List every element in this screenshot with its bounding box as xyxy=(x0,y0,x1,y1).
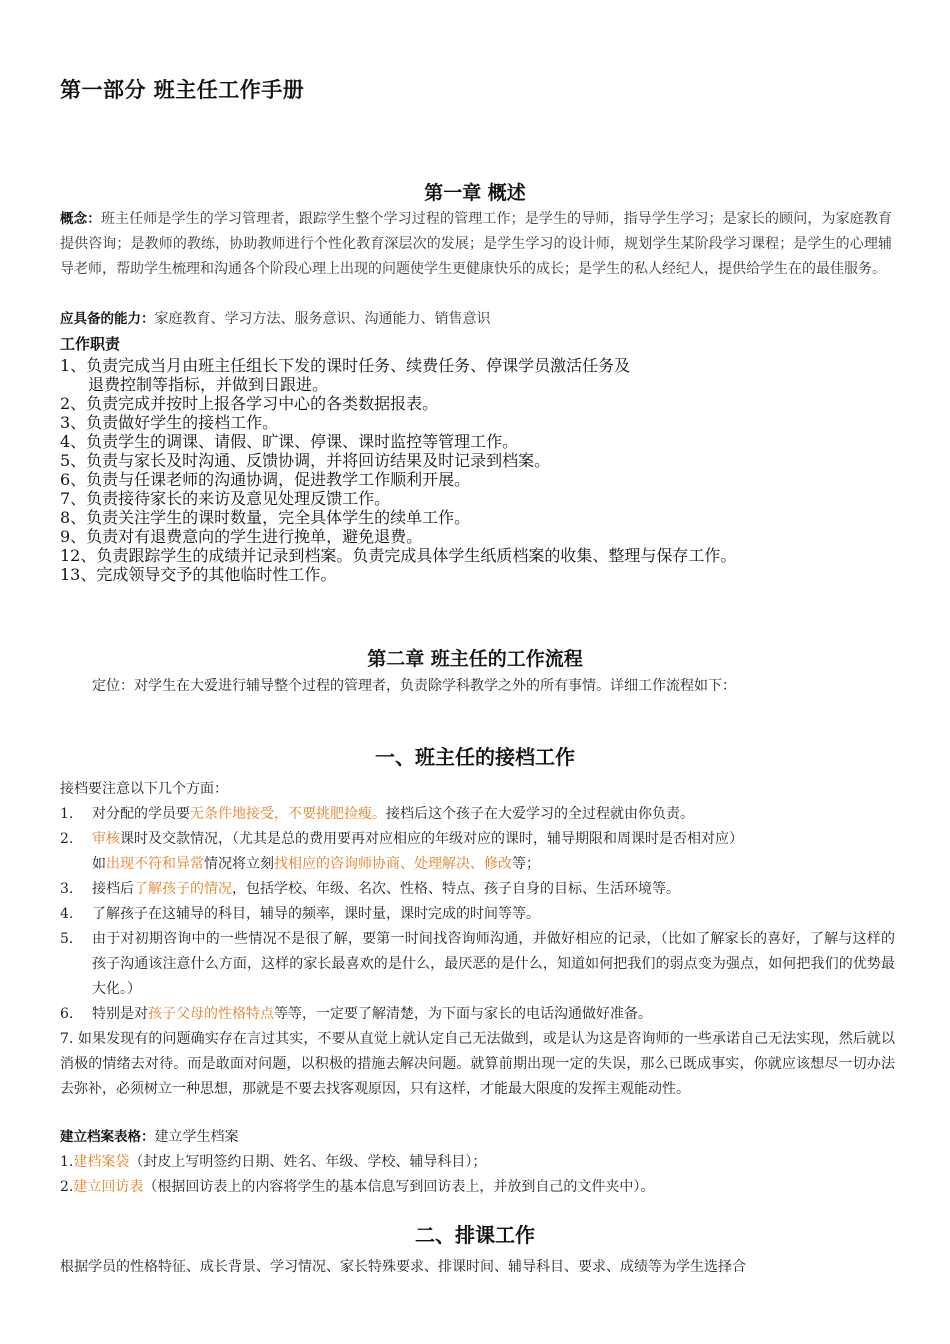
duty-item: 2、负责完成并按时上报各学习中心的各类数据报表。 xyxy=(60,394,439,413)
file-highlight: 建档案袋 xyxy=(73,1154,130,1170)
step-number: 2. xyxy=(60,831,74,847)
part-title: 第一部分 班主任工作手册 xyxy=(60,78,305,102)
duty-title: 工作职责 xyxy=(60,335,121,353)
step-item xyxy=(60,1002,895,1027)
file-number: 1. xyxy=(60,1154,74,1170)
step-highlight: 找相应的咨询师协商、处理解决、修改 xyxy=(274,856,512,872)
step-lead: 接档要注意以下几个方面： xyxy=(60,781,228,797)
step-item xyxy=(60,802,895,827)
step-number: 5. xyxy=(60,931,74,947)
duty-item: 12、负责跟踪学生的成绩并记录到档案。负责完成具体学生纸质档案的收集、整理与保存工作。 xyxy=(60,546,737,565)
chapter1-title: 第一章 概述 xyxy=(424,182,526,204)
file-highlight: 建立回访表 xyxy=(73,1179,144,1195)
section1-title: 一、班主任的接档工作 xyxy=(375,745,575,769)
step-item xyxy=(60,827,895,877)
step-highlight: 审核 xyxy=(92,831,120,847)
file-text: 建立学生档案 xyxy=(154,1129,239,1145)
file-label: 建立档案表格： xyxy=(60,1129,155,1145)
step-number: 6. xyxy=(60,1006,74,1022)
duty-item: 1、负责完成当月由班主任组长下发的课时任务、续费任务、停课学员激活任务及 xyxy=(60,356,631,375)
step-text: 特别是对 xyxy=(92,1006,148,1022)
duty-item: 6、负责与任课老师的沟通协调，促进教学工作顺利开展。 xyxy=(60,470,471,489)
section2-title: 二、排课工作 xyxy=(415,1223,535,1247)
step-item xyxy=(60,927,895,1002)
step-text: 情况将立刻 xyxy=(204,856,274,872)
duty-item: 5、负责与家长及时沟通、反馈协调，并将回访结果及时记录到档案。 xyxy=(60,451,551,470)
file-number: 2. xyxy=(60,1179,74,1195)
file-item xyxy=(60,1175,895,1200)
step-list xyxy=(60,777,895,1102)
duty-item: 8、负责关注学生的课时数量，完全具体学生的续单工作。 xyxy=(60,508,471,527)
file-list xyxy=(60,1125,895,1200)
step-text: 接档后这个孩子在大爱学习的全过程就由你负责。 xyxy=(386,806,694,822)
section2-text: 根据学员的性格特征、成长背景、学习情况、家长特殊要求、排课时间、辅导科目、要求、成绩等为学生选择合 xyxy=(60,1259,746,1275)
step-item: 7. 如果发现有的问题确实存在言过其实，不要从直觉上就认定自己无法做到，或是认为这是咨询师的一些承诺自己无法实现，然后就以消极的情绪去对待。而是敢面对问题，以积极的措施去解决问题。就算前期出现一定的失误，那么已既成事实，你就应该想尽一切办法去弥补，必须树立一种思想，那就是不要去找客观原因，只有这样，才能最大限度的发挥主观能动性。 xyxy=(60,1031,895,1097)
chapter2-intro: 定位：对学生在大爱进行辅导整个过程的管理者，负责除学科教学之外的所有事情。详细工作流程如下： xyxy=(92,678,736,694)
step-item xyxy=(60,877,895,902)
step-item xyxy=(60,902,895,927)
step-text: 接档后 xyxy=(92,881,134,897)
duty-item: 9、负责对有退费意向的学生进行挽单，避免退费。 xyxy=(60,527,423,546)
duty-item: 退费控制等指标，并做到日跟进。 xyxy=(88,375,329,394)
chapter2-title: 第二章 班主任的工作流程 xyxy=(367,648,583,670)
duty-item: 7、负责接待家长的来访及意见处理反馈工作。 xyxy=(60,489,391,508)
ability-paragraph xyxy=(60,307,892,332)
step-text: 如 xyxy=(92,856,106,872)
file-heading xyxy=(60,1125,895,1150)
file-text: （根据回访表上的内容将学生的基本信息写到回访表上，并放到自己的文件夹中）。 xyxy=(143,1179,655,1195)
ability-label: 应具备的能力： xyxy=(60,311,155,327)
concept-paragraph xyxy=(60,207,892,282)
duty-item: 3、负责做好学生的接档工作。 xyxy=(60,413,279,432)
step-highlight: 孩子父母的性格特点 xyxy=(148,1006,274,1022)
step-highlight: 无条件地接受，不要挑肥捡瘦。 xyxy=(190,806,386,822)
step-number: 4. xyxy=(60,906,74,922)
concept-label: 概念： xyxy=(60,211,101,227)
concept-text: 班主任师是学生的学习管理者，跟踪学生整个学习过程的管理工作；是学生的导师，指导学生学习；是家长的顾问，为家庭教育提供咨询；是教师的教练，协助教师进行个性化教育深层次的发展；是学生学习的设计师，规划学生某阶段学习课程；是学生的心理辅导老师，帮助学生梳理和沟通各个阶段心理上出现的问题使学生更健康快乐的成长；是学生的私人经纪人，提供给学生在的最佳服务。 xyxy=(60,211,892,277)
step-highlight: 了解孩子的情况 xyxy=(134,881,232,897)
step-highlight: 出现不符和异常 xyxy=(106,856,204,872)
step-text: 等等，一定要了解清楚，为下面与家长的电话沟通做好准备。 xyxy=(274,1006,652,1022)
step-text: 了解孩子在这辅导的科目，辅导的频率，课时量，课时完成的时间等等。 xyxy=(92,906,540,922)
step-text: ，包括学校、年级、名次、性格、特点、孩子自身的目标、生活环境等。 xyxy=(232,881,680,897)
step-number: 3. xyxy=(60,881,74,897)
duty-item: 13、完成领导交予的其他临时性工作。 xyxy=(60,565,337,584)
duty-item: 4、负责学生的调课、请假、旷课、停课、课时监控等管理工作。 xyxy=(60,432,519,451)
step-text: 课时及交款情况，（尤其是总的费用要再对应相应的年级对应的课时，辅导期限和周课时是否相对应） xyxy=(120,831,743,847)
step-number: 1. xyxy=(60,806,74,822)
step-text: 由于对初期咨询中的一些情况不是很了解，要第一时间找咨询师沟通，并做好相应的记录，（比如了解家长的喜好，了解与这样的孩子沟通该注意什么方面，这样的家长最喜欢的是什么，最厌恶的是什么，知道如何把我们的弱点变为强点，如何把我们的优势最大化。） xyxy=(92,931,895,997)
file-text: （封皮上写明签约日期、姓名、年级、学校、辅导科目）； xyxy=(129,1154,487,1170)
ability-text: 家庭教育、学习方法、服务意识、沟通能力、销售意识 xyxy=(154,311,491,327)
file-item xyxy=(60,1150,895,1175)
duty-list xyxy=(60,356,910,584)
step-text: 等； xyxy=(512,856,540,872)
step-text: 对分配的学员要 xyxy=(92,806,190,822)
